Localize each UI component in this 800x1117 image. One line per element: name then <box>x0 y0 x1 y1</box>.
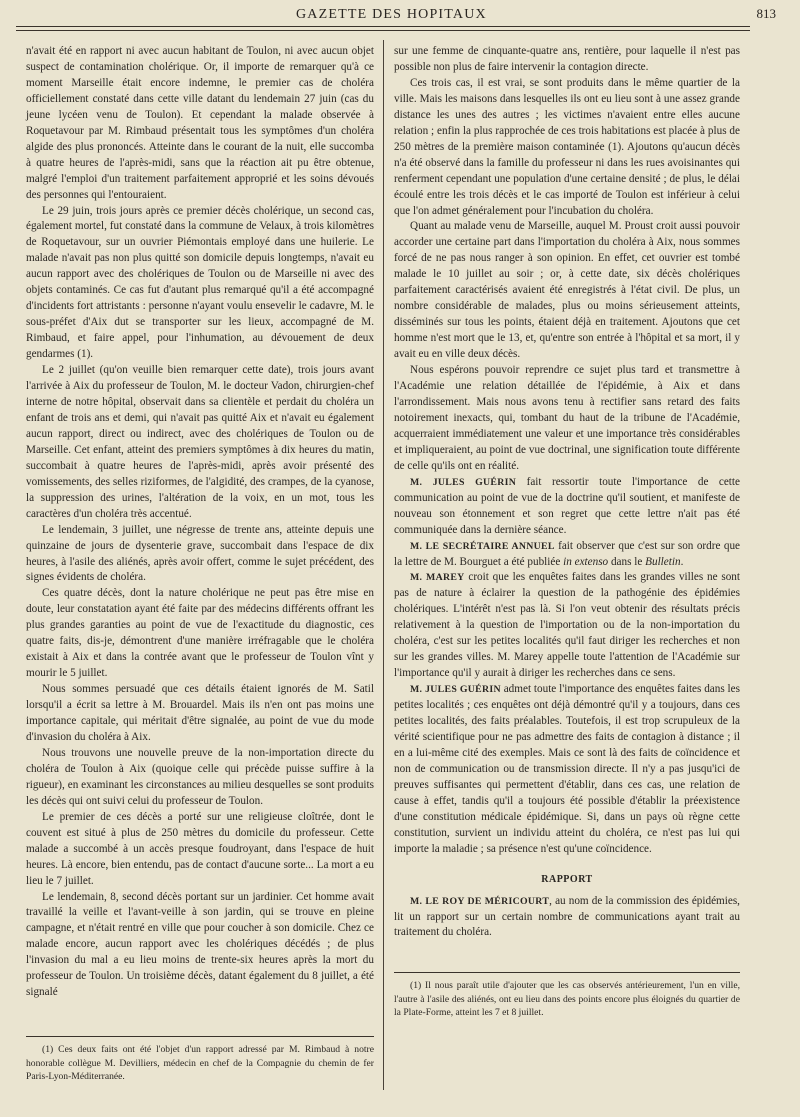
paragraph: Le 29 juin, trois jours après ce premier décès cholérique, un second cas, également mortel, fut constaté dans la commune de Velaux, à trois kilomètres de Roquetavour, sur un ouvrier Piémontais employé dans une huilerie. Le malade n'avait pas non plus quitté son domicile depuis longtemps, n'avait eu aucun rapport avec des cholériques de Toulon ou de Marseille ni avec des objets contaminés. Ce cas fut d'autant plus remarqué qu'il a été accompagné d'incidents fort attristants : personne n'ayant voulu ensevelir le cadavre, M. le sous-préfet d'Aix dut se transporter sur les lieux, accompagné de M. Rimbaud, et faire appel, pour l'inhumation, au dévouement de deux gendarmes (1). <box>26 204 374 361</box>
italic-bulletin: Bulletin <box>645 555 681 568</box>
paragraph: Quant au malade venu de Marseille, auquel M. Proust croit aussi pouvoir accorder une certaine part dans l'importation du choléra à Aix, nous sommes forcé de ne pas nous ranger à son opinion. En effet, cet ouvrier est tombé malade le 10 juillet au soir ; or, à cette date, six décès cholériques parfaitement caractérisés avaient été enregistrés à l'état civil. De plus, un nombre considérable de malades, plus ou moins sérieusement atteints, disséminés sur tous les points, étaient déjà en traitement. Ajoutons que cet homme n'est mort que le 13, et, qu'entre son entrée à l'hôpital et sa mort, il y avait eu en ville deux décès. <box>394 220 740 361</box>
footnote-rule <box>26 1036 374 1037</box>
speaker-text: dans le <box>608 555 646 568</box>
speaker-text: fait ressortir toute l'importance de cette communication au point de vue de la doctrine qu'il soutient, et manifeste de nouveau son étonnement et son regret que cette lettre n'ait pas été communiquée dans la dernière séance. <box>394 475 740 536</box>
paragraph: Nous espérons pouvoir reprendre ce sujet plus tard et transmettre à l'Académie une relation détaillée de l'épidémie, à Aix et dans l'arrondissement. Mais nous avons tenu à rectifier sans retard des faits notoirement inexacts, qui, tombant du haut de la tribune de l'Académie, acquerraient immédiatement une valeur et une importance très considérables et impliqueraient, au point de vue doctrinal, une signification toute différente de celle qu'ils ont en réalité. <box>394 364 740 472</box>
italic-phrase: in extenso <box>563 555 609 568</box>
paragraph: Le lendemain, 8, second décès portant sur un jardinier. Cet homme avait travaillé la veille et l'avant-veille à son jardin, qui se trouve en pleine campagne, et n'était rentré en ville que pour coucher à son domicile. Chez ce malade encore, aucun rapport avec les cholériques décédés ; de plus l'invasion du mal a eu lieu moins de trente-six heures après la mort du professeur de Toulon. Un troisième décès, datant également du 8 juillet, a été signalé <box>26 890 374 999</box>
left-column <box>26 44 374 1001</box>
footnote-text: (1) Ces deux faits ont été l'objet d'un rapport adressé par M. Rimbaud à notre honorable collègue M. Devilliers, médecin en chef de la Compagnie du chemin de fer Paris-Lyon-Méditerranée. <box>26 1044 374 1083</box>
right-column <box>394 44 740 941</box>
footnote-rule <box>394 972 740 973</box>
speaker-name: M. LE SECRÉTAIRE ANNUEL <box>410 540 555 552</box>
speaker-text: fait observer que c'est sur son ordre que la lettre de M. Bourguet a été publiée <box>394 539 740 568</box>
speaker-paragraph <box>394 682 740 857</box>
header-rule <box>16 26 750 27</box>
page-header <box>20 4 776 26</box>
paragraph: Le premier de ces décès a porté sur une religieuse cloîtrée, dont le couvent est situé à plus de 250 mètres du domicile du professeur. Cette malade a succombé à un accès presque foudroyant, dans l'espace de huit heures. Là encore, bien entendu, pas de contact d'aucune sorte... La mort a eu lieu le 7 juillet. <box>26 810 374 887</box>
speaker-paragraph <box>394 539 740 571</box>
speaker-name: M. JULES GUÉRIN <box>410 684 501 696</box>
speaker-name: M. LE ROY DE MÉRICOURT <box>410 895 550 907</box>
paragraph: Ces quatre décès, dont la nature cholérique ne peut pas être mise en doute, leur constatation ayant été faite par des médecins différents offrant les plus grandes garanties au point de vue de l'exactitude du diagnostic, ces quatre faits, dis-je, démontrent d'une manière irréfragable que le choléra existait à Aix et dans la contrée avant que le professeur de Toulon vînt y mourir le 5 juillet. <box>26 587 374 680</box>
speaker-text: , au nom de la commission des épidémies, lit un rapport sur un certain nombre de communications ayant trait au traitement du choléra. <box>394 894 740 939</box>
paragraph: Nous trouvons une nouvelle preuve de la non-importation directe du choléra de Toulon à Aix (quoique celle qui précède puisse suffire à la rigueur), en examinant les circonstances au milieu desquelles se sont produits les décès qui ont suivi celui du professeur de Toulon. <box>26 746 374 807</box>
paragraph: Le 2 juillet (qu'on veuille bien remarquer cette date), trois jours avant l'arrivée à Aix du professeur de Toulon, M. le docteur Vadon, chirurgien-chef interne de notre hôpital, observait dans sa clientèle et perdait du choléra un enfant de trois ans et demi, qui n'avait pas quitté Aix et n'avait eu également aucun rapport, direct ou indirect, avec des cholériques de Toulon ou de Marseille. Cet enfant, atteint des premiers symptômes à dix heures du matin, succombait à quatre heures de l'après-midi, après avoir présenté des vomissements, des selles riziformes, de l'algidité, des crampes, de la cyanose, la suppression des urines, l'altération de la voix, en un mot, tous les caractères d'un choléra très accentué. <box>26 364 374 520</box>
right-footnote <box>394 972 740 1020</box>
paragraph: Ces trois cas, il est vrai, se sont produits dans le même quartier de la ville. Mais les maisons dans lesquelles ils ont eu lieu sont à une assez grande distance les unes des autres ; les victimes n'avaient entre elles aucune relation ; enfin la plus rapprochée de ces trois habitations est placée à plus de 250 mètres de la première maison contaminée (1). Ajoutons qu'aucun décès n'a été observé dans la famille du professeur ni dans les rues avoisinantes qui renferment cependant une population d'une certaine densité ; de plus, le délai écoulé entre les trois décès et le cas importé de Toulon est inférieur à celui que l'on admet généralement pour l'incubation du choléra. <box>394 76 740 217</box>
column-divider <box>383 40 384 1090</box>
section-heading: RAPPORT <box>541 873 593 885</box>
speaker-text: . <box>680 555 684 568</box>
speaker-text: admet toute l'importance des enquêtes faites dans les petites localités ; ces enquêtes ont déjà démontré qu'il y a toujours, dans ces petites localités, des faits préalables. Toutefois, il est trop scrupuleux de la vérité scientifique pour ne pas admettre des faits de contagion à distance ; il en a lui-même cité des exemples. Mais ce sont là des faits de coïncidence et non de communication ou de transmission directe. Il n'y a pas jusqu'ici de preuves suffisantes qui permettent d'établir, dans ces cas, une relation de cause à effet, tandis qu'il a toujours été possible d'établir la préexistence d'une constitution médicale épidémique. Si, dans un pays où règne cette constitution, survient un individu atteint du choléra, ce n'est pas lui qui importe la maladie ; sa présence n'est qu'une coïncidence. <box>394 683 740 855</box>
paragraph: sur une femme de cinquante-quatre ans, rentière, pour laquelle il n'est pas possible non plus de faire intervenir la contagion directe. <box>394 45 740 73</box>
paragraph: n'avait été en rapport ni avec aucun habitant de Toulon, ni avec aucun objet suspect de contamination cholérique. Or, il importe de remarquer qu'à ce moment Marseille était encore indemne, le premier cas de choléra officiellement constaté dans cette ville datant du lendemain 27 juin (cas du jeune lycéen venu de Toulon). Et cependant la malade observée à Roquetavour par M. Rimbaud présentait tous les symptômes d'un choléra algide des plus prononcés. Atteinte dans le courant de la nuit, elle succomba à quatre heures de l'après-midi, sans que la réaction ait pu être obtenue, malgré l'emploi d'un traitement parfaitement approprié et les soins dévoués des personnes qui l'entouraient. <box>26 45 374 201</box>
journal-title: GAZETTE DES HOPITAUX <box>296 7 487 22</box>
paragraph: Le lendemain, 3 juillet, une négresse de trente ans, atteinte depuis une quinzaine de jours de dysenterie grave, succombait dans l'espace de dix heures, à l'asile des aliénés, après avoir offert, comme le sujet précédent, des signes évidents de choléra. <box>26 523 374 584</box>
speaker-paragraph <box>394 475 740 539</box>
speaker-name: M. JULES GUÉRIN <box>410 476 517 488</box>
speaker-text: croit que les enquêtes faites dans les grandes villes ne sont pas de nature à éclairer la question de la pathogénie des épidémies cholériques. L'intérêt n'est pas là. Si l'on veut obtenir des résultats précis relativement à la question de l'importation ou de la non-importation du choléra, c'est sur les petites localités qu'il faut diriger les recherches et non sur les grandes villes. M. Marey appelle toute l'attention de l'Académie sur l'importance qu'il y aurait à diriger les recherches dans ce sens. <box>394 571 740 680</box>
paragraph: Nous sommes persuadé que ces détails étaient ignorés de M. Satil lorsqu'il a écrit sa lettre à M. Brouardel. Mais ils n'en ont pas moins une importance capitale, qui méritait d'être signalée, au point de vue du mode d'invasion du choléra à Aix. <box>26 683 374 743</box>
speaker-paragraph <box>394 894 740 942</box>
footnote-text: (1) Il nous paraît utile d'ajouter que les cas observés antérieurement, l'un en ville, l'autre à l'asile des aliénés, ont eu lieu dans des points encore plus éloignés du quartier de la Plate-Forme, atteint les 7 et 8 juillet. <box>394 980 740 1019</box>
header-rule-double <box>16 30 750 31</box>
speaker-name: M. MAREY <box>410 572 465 584</box>
left-footnote <box>26 1036 374 1084</box>
page-number: 813 <box>756 6 776 21</box>
speaker-paragraph <box>394 570 740 682</box>
